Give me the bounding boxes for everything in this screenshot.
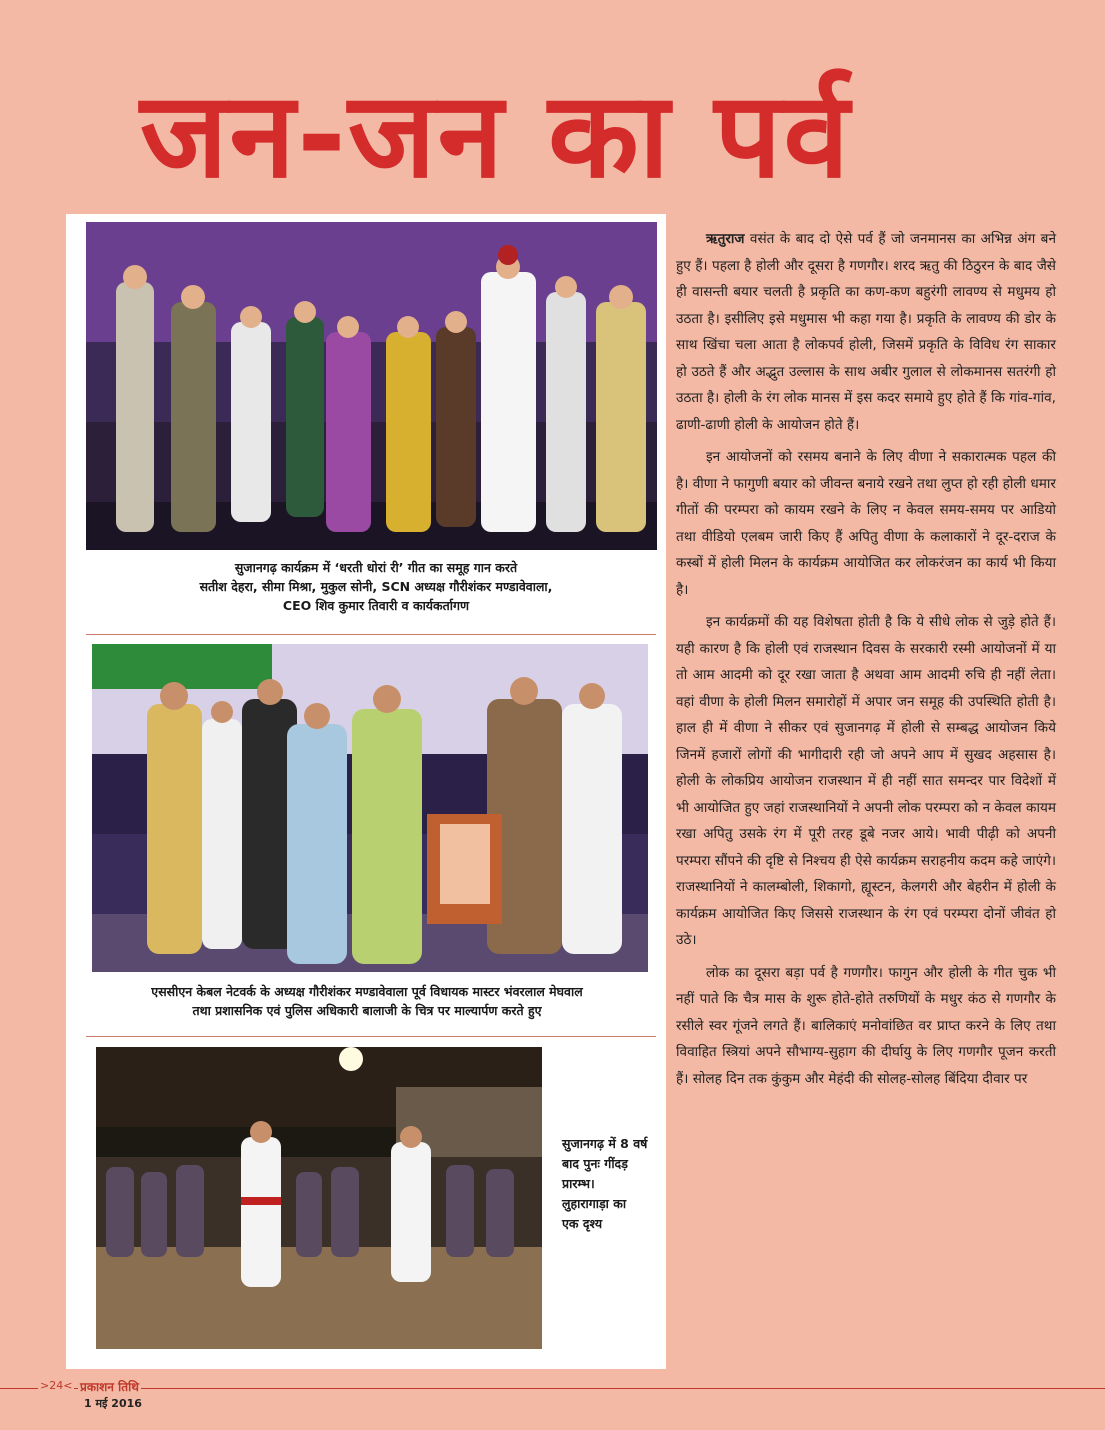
caption-line: सुजानगढ़ में 8 वर्ष xyxy=(562,1136,648,1151)
stage-group-singing-photo xyxy=(86,222,657,550)
headline: जन-जन का पर्व xyxy=(140,66,852,204)
photo-panel xyxy=(66,214,666,1369)
caption-line: सुजानगढ़ कार्यक्रम में ‘धरती धोरां री’ गीत का समूह गान करते xyxy=(234,560,518,575)
caption-line: एक दृश्य xyxy=(562,1216,603,1231)
caption-line: तथा प्रशासनिक एवं पुलिस अधिकारी बालाजी के चित्र पर माल्यार्पण करते हुए xyxy=(192,1003,542,1018)
publication-date-label: प्रकाशन तिथि xyxy=(80,1380,139,1394)
article-body xyxy=(676,226,1056,1346)
caption-line: लुहारागाड़ा का xyxy=(562,1196,627,1211)
lead-word: ऋतुराज xyxy=(706,231,745,247)
article-paragraph: इन कार्यक्रमों की यह विशेषता होती है कि ये सीधे लोक से जुड़े होते हैं। यही कारण है कि होली एवं राजस्थान दिवस के सरकारी रस्मी आयोजनों में या तो आम आदमी को दूर रखा जाता है अथवा आम आदमी रुचि ही नहीं लेता। वहां वीणा के होली मिलन समारोहों में अपार जन समूह की उपस्थिति होती है। हाल ही में वीणा ने सीकर एवं सुजानगढ़ में होली से सम्बद्ध आयोजन किये जिनमें हजारों लोगों की भागीदारी रही जो अपने आप में सुखद अहसास है। होली के लोकप्रिय आयोजन राजस्थान में ही नहीं सात समन्दर पार विदेशों में भी आयोजित हुए जहां राजस्थानियों ने अपनी लोक परम्परा को न केवल कायम रखा अपितु उसके रंग में पूरी तरह डूबे नजर आये। भावी पीढ़ी को अपनी परम्परा सौंपने की दृष्टि से निश्चय ही ऐसे कार्यक्रम सराहनीय कदम कहे जाएंगे। राजस्थानियों ने कालम्बोली, शिकागो, ह्यूस्टन, केलगरी और बेहरीन में होली के कार्यक्रम आयोजित किए जिससे राजस्थान के रंग एवं परम्परा दोनों जीवंत हो उठे। xyxy=(676,614,1056,948)
photo2-caption xyxy=(76,982,658,1020)
divider xyxy=(86,1036,656,1037)
gindad-dance-photo xyxy=(96,1047,542,1349)
article-paragraph: लोक का दूसरा बड़ा पर्व है गणगौर। फागुन और होली के गीत चुक भी नहीं पाते कि चैत्र मास के शुरू होते-होते तरुणियों के मधुर कंठ से गणगौर के रसीले स्वर गूंजने लगते हैं। बालिकाएं मनोवांछित वर प्राप्त करने के लिए तथा विवाहित स्त्रियां अपने सौभाग्य-सुहाग की दीर्घायु के लिए गणगौर पूजन करती हैं। सोलह दिन तक कुंकुम और मेहंदी की सोलह-सोलह बिंदिया दीवार पर xyxy=(676,964,1056,1087)
caption-line: सतीश देहरा, सीमा मिश्रा, मुकुल सोनी, SCN अध्यक्ष गौरीशंकर मण्डावेवाला, xyxy=(199,579,553,594)
photo1-caption xyxy=(106,558,646,615)
article-paragraph xyxy=(676,226,1056,438)
caption-line: एससीएन केबल नेटवर्क के अध्यक्ष गौरीशंकर मण्डावेवाला पूर्व विधायक मास्टर भंवरलाल मेघवाल xyxy=(151,984,583,999)
garlanding-ceremony-photo xyxy=(92,644,648,972)
article-paragraph: इन आयोजनों को रसमय बनाने के लिए वीणा ने सकारात्मक पहल की है। वीणा ने फागुणी बयार को जीवन्त बनाये रखने तथा लुप्त हो रही होली धमार गीतों की परम्परा को कायम रखने के लिए न केवल समय-समय पर आडियो तथा वीडियो एलबम जारी किए हैं अपितु वीणा के कलाकारों ने दूर-दराज के कस्बों में होली मिलन के कार्यक्रम आयोजित कर लोकरंजन का कार्य भी किया है। xyxy=(676,449,1056,598)
caption-line: प्रारम्भ। xyxy=(562,1176,595,1191)
publication-date: 1 मई 2016 xyxy=(84,1397,142,1410)
caption-line: बाद पुनः गींदड़ xyxy=(562,1156,628,1171)
caption-line: CEO शिव कुमार तिवारी व कार्यकर्तागण xyxy=(282,598,470,613)
photo3-caption xyxy=(562,1134,666,1234)
divider xyxy=(86,634,656,635)
footer-rule xyxy=(0,1388,1105,1389)
page-number: >24< xyxy=(40,1379,73,1392)
paragraph-text: वसंत के बाद दो ऐसे पर्व हैं जो जनमानस का अभिन्न अंग बने हुए हैं। पहला है होली और दूसरा है गणगौर। शरद ऋतु की ठिठुरन के बाद जैसे ही वासन्ती बयार चलती है प्रकृति का कण-कण बहुरंगी लावण्य से मधुमय हो उठता है। इसीलिए इसे मधुमास भी कहा गया है। प्रकृति के लावण्य की डोर के साथ खिंचा चला आता है लोकपर्व होली, जिसमें प्रकृति के विविध रंग साकार हो उठते हैं और अद्भुत उल्लास के साथ अबीर गुलाल से लोकमानस सतरंगी हो उठता है। होली के रंग लोक मानस में इस कदर समाये हुए होते हैं कि गांव-गांव, ढाणी-ढाणी होली के आयोजन होते हैं। xyxy=(676,231,1056,433)
